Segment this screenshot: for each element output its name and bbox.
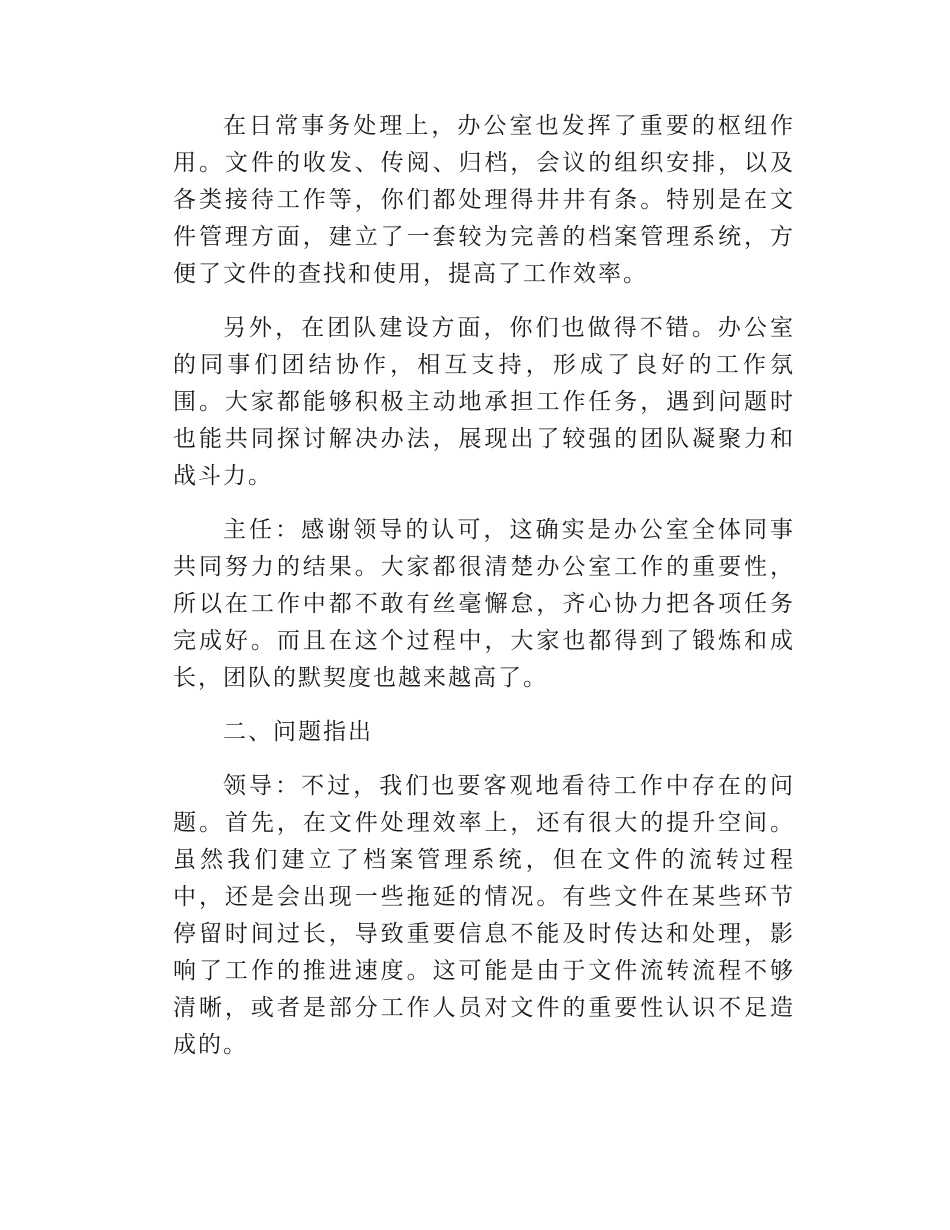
document-body xyxy=(173,108,795,1081)
paragraph-problems: 领导：不过，我们也要客观地看待工作中存在的问题。首先，在文件处理效率上，还有很大的提升空间。虽然我们建立了档案管理系统，但在文件的流转过程中，还是会出现一些拖延的情况。有些文件在某些环节停留时间过长，导致重要信息不能及时传达和处理，影响了工作的推进速度。这可能是由于文件流转流程不够清晰，或者是部分工作人员对文件的重要性认识不足造成的。 xyxy=(173,773,795,1058)
paragraph-director-reply: 主任：感谢领导的认可，这确实是办公室全体同事共同努力的结果。大家都很清楚办公室工作的重要性，所以在工作中都不敢有丝毫懈怠，齐心协力把各项任务完成好。而且在这个过程中，大家也都得到了锻炼和成长，团队的默契度也越来越高了。 xyxy=(173,517,795,691)
section-heading: 二、问题指出 xyxy=(223,719,373,745)
paragraph-daily-affairs: 在日常事务处理上，办公室也发挥了重要的枢纽作用。文件的收发、传阅、归档，会议的组织安排，以及各类接待工作等，你们都处理得井井有条。特别是在文件管理方面，建立了一套较为完善的档案管理系统，方便了文件的查找和使用，提高了工作效率。 xyxy=(173,113,795,287)
paragraph-team-building: 另外，在团队建设方面，你们也做得不错。办公室的同事们团结协作，相互支持，形成了良好的工作氛围。大家都能够积极主动地承担工作任务，遇到问题时也能共同探讨解决办法，展现出了较强的团队凝聚力和战斗力。 xyxy=(173,315,795,489)
